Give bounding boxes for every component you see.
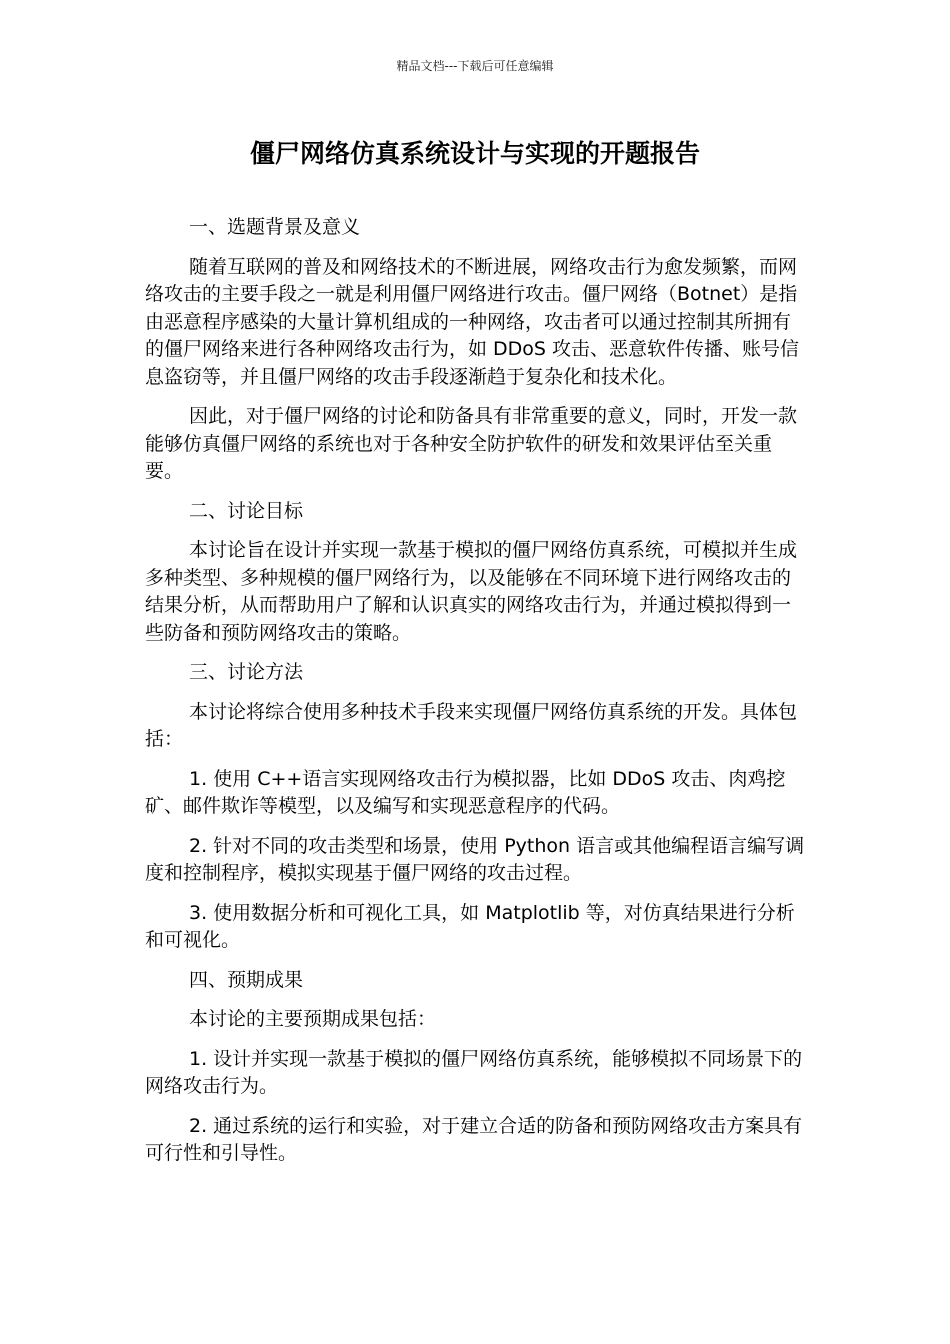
paragraph-outcomes-item-2: 2. 通过系统的运行和实验，对于建立合适的防备和预防网络攻击方案具有可行性和引导性。: [145, 1114, 803, 1164]
paragraph-background-1: 随着互联网的普及和网络技术的不断进展，网络攻击行为愈发频繁，而网络攻击的主要手段之一就是利用僵尸网络进行攻击。僵尸网络（Botnet）是指由恶意程序感染的大量计算机组成的一种网络，攻击者可以通过控制其所拥有的僵尸网络来进行各种网络攻击行为，如 DDoS 攻击、恶意软件传播、账号信息盗窃等，并且僵尸网络的攻击手段逐渐趋于复杂化和技术化。: [145, 255, 800, 388]
section-heading-methods: 三、讨论方法: [189, 661, 304, 683]
paragraph-outcomes-intro: 本讨论的主要预期成果包括：: [189, 1008, 437, 1030]
paragraph-outcomes-item-1: 1. 设计并实现一款基于模拟的僵尸网络仿真系统，能够模拟不同场景下的网络攻击行为。: [145, 1047, 803, 1097]
document-body: [145, 214, 807, 1180]
section-heading-goals: 二、讨论目标: [189, 499, 304, 522]
section-heading-outcomes: 四、预期成果: [189, 968, 304, 991]
paragraph-background-2: 因此，对于僵尸网络的讨论和防备具有非常重要的意义，同时，开发一款能够仿真僵尸网络的系统也对于各种安全防护软件的研发和效果评估至关重要。: [145, 405, 798, 482]
paragraph-methods-item-1: 1. 使用 C++语言实现网络攻击行为模拟器，比如 DDoS 攻击、肉鸡挖矿、邮件欺诈等模型，以及编写和实现恶意程序的代码。: [145, 767, 786, 817]
header-watermark: 精品文档---下载后可任意编辑: [396, 59, 554, 73]
paragraph-methods-item-2: 2. 针对不同的攻击类型和场景，使用 Python 语言或其他编程语言编写调度和控制程序，模拟实现基于僵尸网络的攻击过程。: [145, 834, 805, 884]
paragraph-methods-item-3: 3. 使用数据分析和可视化工具，如 Matplotlib 等，对仿真结果进行分析和可视化。: [145, 901, 795, 951]
section-heading-background: 一、选题背景及意义: [189, 216, 361, 238]
document-title: 僵尸网络仿真系统设计与实现的开题报告: [249, 139, 700, 168]
paragraph-goals: 本讨论旨在设计并实现一款基于模拟的僵尸网络仿真系统，可模拟并生成多种类型、多种规模的僵尸网络行为，以及能够在不同环境下进行网络攻击的结果分析，从而帮助用户了解和认识真实的网络攻击行为，并通过模拟得到一些防备和预防网络攻击的策略。: [145, 539, 798, 644]
paragraph-methods-intro: 本讨论将综合使用多种技术手段来实现僵尸网络仿真系统的开发。具体包括：: [145, 700, 798, 750]
